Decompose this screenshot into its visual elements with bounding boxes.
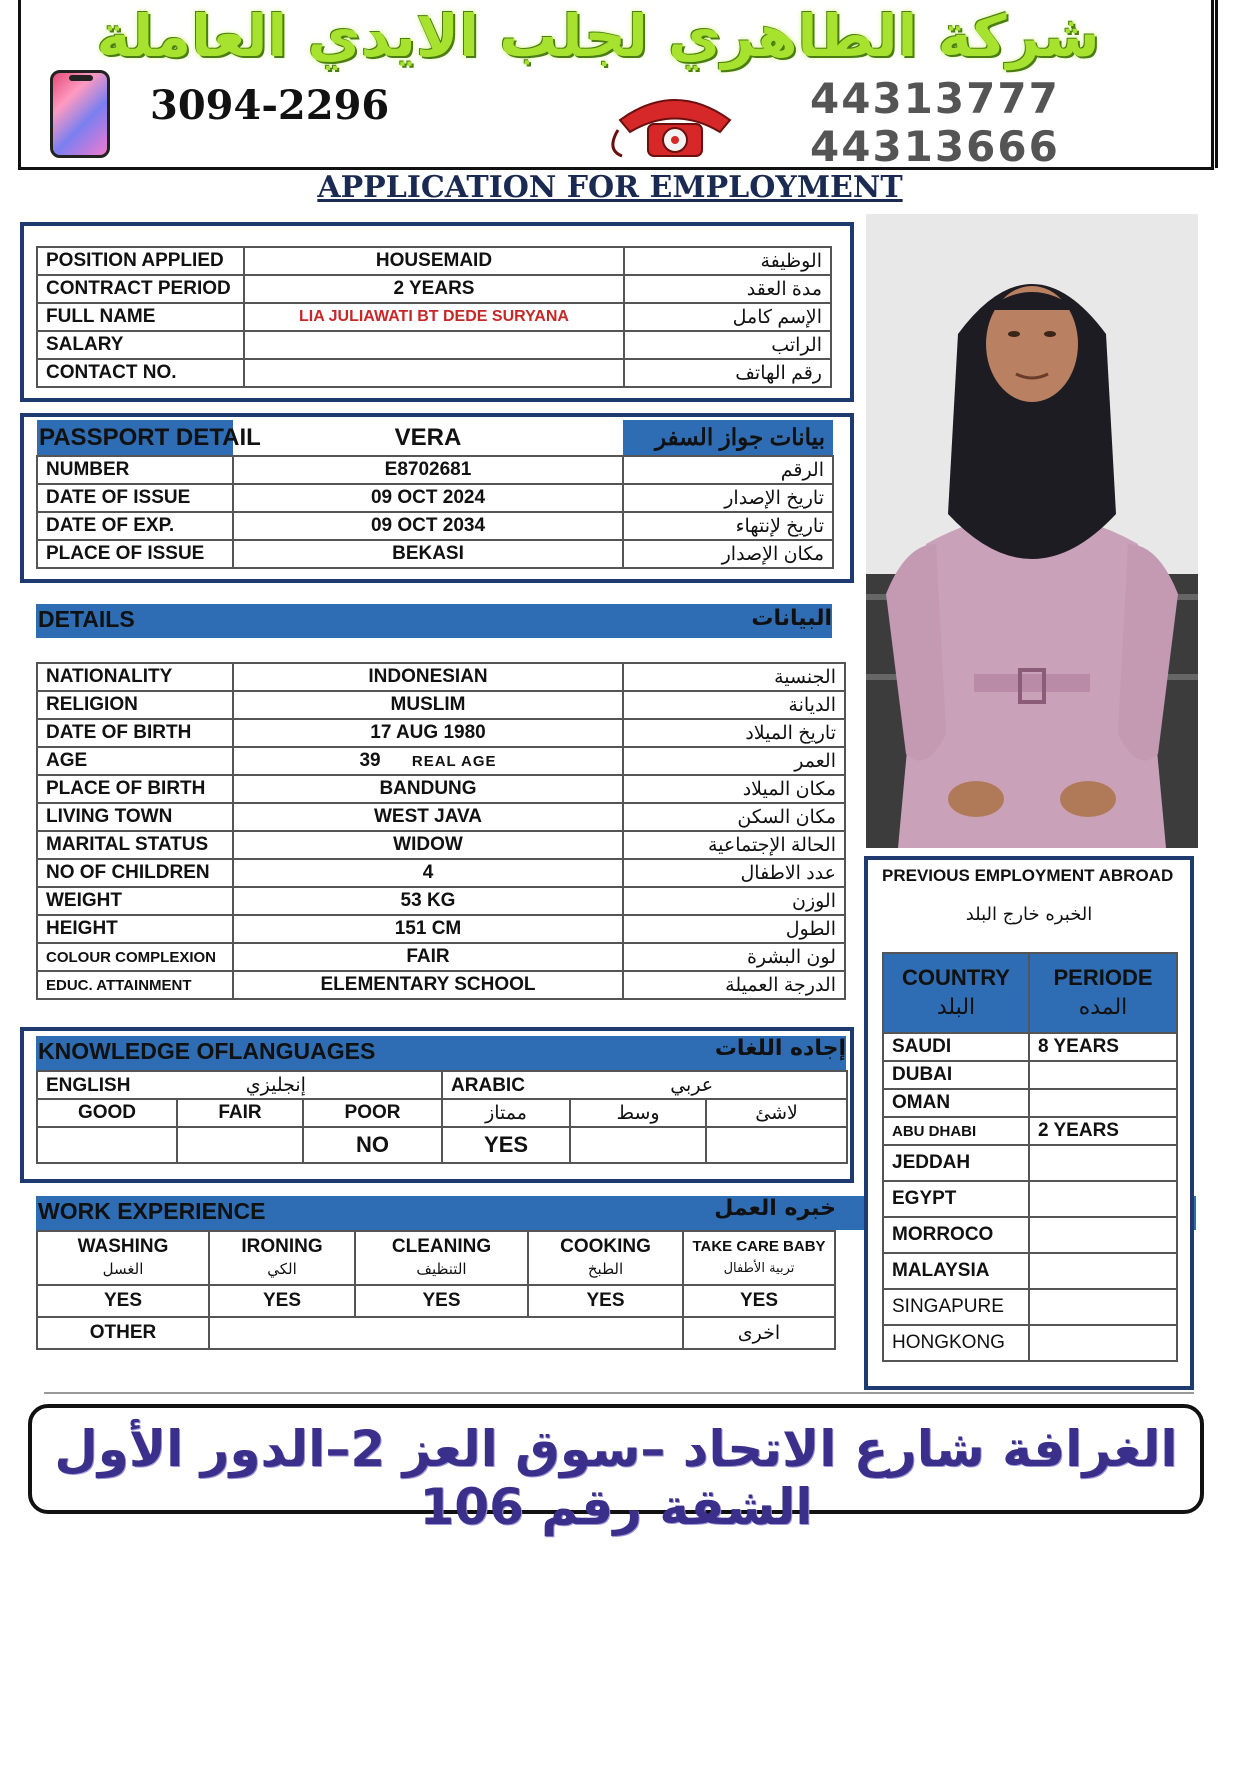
skill-label: COOKING: [560, 1236, 651, 1257]
field-label-ar: الجنسية: [623, 663, 845, 691]
field-label-ar: الديانة: [623, 691, 845, 719]
field-label: DATE OF BIRTH: [37, 719, 233, 747]
field-label: DATE OF ISSUE: [37, 484, 233, 512]
country-cell: SINGAPURE: [883, 1289, 1029, 1325]
field-label-ar: عدد الاطفال: [623, 859, 845, 887]
period-header-label: PERIODE: [1053, 965, 1153, 990]
field-label: POSITION APPLIED: [37, 247, 244, 275]
table-row: [37, 275, 831, 303]
period-header-label-ar: المده: [1078, 995, 1128, 1020]
previous-employment-heading-ar: الخبره خارج البلد: [965, 904, 1093, 925]
skill-value: YES: [209, 1285, 355, 1317]
table-row: [883, 1089, 1177, 1117]
skill-value: YES: [683, 1285, 835, 1317]
table-row: [37, 420, 833, 456]
period-cell: [1029, 1089, 1177, 1117]
field-value: 53 KG: [233, 887, 623, 915]
skill-label: WASHING: [77, 1236, 169, 1257]
table-row: [37, 943, 845, 971]
english-cell: [37, 1071, 442, 1099]
period-cell: [1029, 1253, 1177, 1289]
landline-number-2: 44313666: [810, 122, 1060, 171]
skill-value: YES: [528, 1285, 683, 1317]
table-row: [37, 1071, 847, 1099]
period-header: [1029, 953, 1177, 1033]
skill-header: [355, 1231, 528, 1285]
field-value: BEKASI: [233, 540, 623, 568]
footer-divider: [44, 1392, 1194, 1394]
passport-heading-ar: بيانات جواز السفر: [623, 420, 833, 456]
table-row: [37, 1231, 835, 1285]
country-cell: EGYPT: [883, 1181, 1029, 1217]
table-row: [883, 1217, 1177, 1253]
arabic-cell: [442, 1071, 847, 1099]
table-row: [37, 663, 845, 691]
field-label-ar: تاريخ الإصدار: [623, 484, 833, 512]
period-cell: [1029, 1325, 1177, 1361]
skill-header: [528, 1231, 683, 1285]
country-cell: JEDDAH: [883, 1145, 1029, 1181]
work-heading-ar: خبره العمل: [714, 1196, 836, 1221]
table-row: [37, 331, 831, 359]
field-label-ar: العمر: [623, 747, 845, 775]
table-row: [37, 303, 831, 331]
field-value: INDONESIAN: [233, 663, 623, 691]
table-row: [883, 1033, 1177, 1061]
country-header-label: COUNTRY: [902, 965, 1010, 990]
level-label: POOR: [303, 1099, 442, 1127]
table-row: [37, 803, 845, 831]
level-label: وسط: [570, 1099, 706, 1127]
field-label-ar: لون البشرة: [623, 943, 845, 971]
field-value: FAIR: [233, 943, 623, 971]
telephone-icon: [610, 90, 740, 160]
level-label: FAIR: [177, 1099, 303, 1127]
period-cell: [1029, 1181, 1177, 1217]
table-row: [883, 1181, 1177, 1217]
skill-label: CLEANING: [391, 1236, 492, 1257]
field-label: CONTACT NO.: [37, 359, 244, 387]
field-value: 151 CM: [233, 915, 623, 943]
arabic-label-ar: عربي: [670, 1073, 714, 1096]
field-label: COLOUR COMPLEXION: [37, 943, 233, 971]
table-row: [37, 719, 845, 747]
skill-label-ar: الكي: [267, 1260, 297, 1278]
field-value: WIDOW: [233, 831, 623, 859]
level-value: YES: [442, 1127, 570, 1163]
country-cell: ABU DHABI: [883, 1117, 1029, 1145]
field-value: [244, 359, 624, 387]
previous-employment-table: [882, 952, 1178, 1362]
country-cell: HONGKONG: [883, 1325, 1029, 1361]
english-label: ENGLISH: [46, 1074, 131, 1096]
level-value: [177, 1127, 303, 1163]
field-label: NATIONALITY: [37, 663, 233, 691]
skill-label-ar: التنظيف: [416, 1260, 467, 1278]
field-value: 09 OCT 2034: [233, 512, 623, 540]
field-label-ar: الإسم كامل: [624, 303, 831, 331]
field-label: EDUC. ATTAINMENT: [37, 971, 233, 999]
mobile-number: 3094-2296: [150, 82, 390, 129]
field-label-ar: تاريخ لإنتهاء: [623, 512, 833, 540]
field-label: CONTRACT PERIOD: [37, 275, 244, 303]
field-label: HEIGHT: [37, 915, 233, 943]
field-label-ar: الحالة الإجتماعية: [623, 831, 845, 859]
field-value: 2 YEARS: [244, 275, 624, 303]
field-label-ar: تاريخ الميلاد: [623, 719, 845, 747]
table-row: [37, 915, 845, 943]
table-row: [37, 540, 833, 568]
period-cell: [1029, 1061, 1177, 1089]
skill-label-ar: الطبخ: [587, 1260, 624, 1278]
skill-label-ar: الغسل: [102, 1260, 144, 1278]
skill-label: TAKE CARE BABY: [692, 1238, 826, 1255]
languages-table: [36, 1070, 848, 1164]
previous-employment-heading: PREVIOUS EMPLOYMENT ABROAD: [882, 866, 1174, 885]
level-value: [37, 1127, 177, 1163]
table-row: [37, 512, 833, 540]
skill-value: YES: [37, 1285, 209, 1317]
field-value: 09 OCT 2024: [233, 484, 623, 512]
field-label: NUMBER: [37, 456, 233, 484]
level-value: [706, 1127, 847, 1163]
landline-number-1: 44313777: [810, 74, 1060, 123]
field-value: 4: [233, 859, 623, 887]
level-label: GOOD: [37, 1099, 177, 1127]
level-label: لاشئ: [706, 1099, 847, 1127]
skill-label: IRONING: [241, 1236, 323, 1257]
field-label-ar: الوزن: [623, 887, 845, 915]
field-label: PLACE OF ISSUE: [37, 540, 233, 568]
position-table: [36, 246, 832, 388]
field-label: MARITAL STATUS: [37, 831, 233, 859]
field-label-ar: الطول: [623, 915, 845, 943]
passport-heading: PASSPORT DETAIL: [37, 420, 233, 456]
field-value: MUSLIM: [233, 691, 623, 719]
table-row: [883, 1117, 1177, 1145]
table-row: [883, 1145, 1177, 1181]
table-row: [37, 1099, 847, 1127]
skill-value: YES: [355, 1285, 528, 1317]
table-row: [37, 1317, 835, 1349]
skill-header: [37, 1231, 209, 1285]
table-row: [883, 1325, 1177, 1361]
company-name: شركة الطاهري لجلب الايدي العاملة: [96, 2, 1100, 70]
field-value: HOUSEMAID: [244, 247, 624, 275]
age-note: REAL AGE: [411, 753, 497, 770]
field-value: WEST JAVA: [233, 803, 623, 831]
field-value: ELEMENTARY SCHOOL: [233, 971, 623, 999]
skill-label-ar: تربية الأطفال: [723, 1261, 795, 1276]
field-label-ar: رقم الهاتف: [624, 359, 831, 387]
country-cell: MALAYSIA: [883, 1253, 1029, 1289]
table-row: [37, 971, 845, 999]
languages-heading: KNOWLEDGE OFLANGUAGES: [38, 1038, 376, 1064]
table-row: [883, 1253, 1177, 1289]
table-row: [37, 747, 845, 775]
details-header-bar: [36, 604, 832, 638]
field-label-ar: الوظيفة: [624, 247, 831, 275]
details-table: [36, 662, 846, 1000]
work-table: [36, 1230, 836, 1350]
other-label-ar: اخرى: [683, 1317, 835, 1349]
other-value: [209, 1317, 683, 1349]
table-row: [37, 484, 833, 512]
field-label: PLACE OF BIRTH: [37, 775, 233, 803]
table-row: [883, 1061, 1177, 1089]
mobile-phone-icon: [50, 70, 110, 158]
table-row: [883, 1289, 1177, 1325]
full-name-value: LIA JULIAWATI BT DEDE SURYANA: [244, 303, 624, 331]
field-label: LIVING TOWN: [37, 803, 233, 831]
passport-agency: VERA: [394, 423, 462, 451]
field-value: [244, 331, 624, 359]
country-cell: DUBAI: [883, 1061, 1029, 1089]
table-row: [37, 859, 845, 887]
form-title: APPLICATION FOR EMPLOYMENT: [317, 170, 903, 205]
field-label-ar: مكان الميلاد: [623, 775, 845, 803]
field-label: FULL NAME: [37, 303, 244, 331]
country-header-label-ar: البلد: [936, 995, 976, 1020]
level-value: NO: [303, 1127, 442, 1163]
field-label: NO OF CHILDREN: [37, 859, 233, 887]
table-row: [37, 456, 833, 484]
languages-heading-ar: إجاده اللغات: [714, 1036, 846, 1061]
english-label-ar: إنجليزي: [245, 1073, 306, 1096]
level-value: [570, 1127, 706, 1163]
field-label: WEIGHT: [37, 887, 233, 915]
country-cell: MORROCO: [883, 1217, 1029, 1253]
arabic-label: ARABIC: [451, 1074, 525, 1096]
table-row: [37, 691, 845, 719]
details-heading: DETAILS: [38, 606, 135, 632]
level-label: ممتاز: [442, 1099, 570, 1127]
office-address: الغرافة شارع الاتحاد –سوق العز 2–الدور الأول الشقة رقم 106: [54, 1420, 1178, 1536]
details-heading-ar: البيانات: [751, 606, 832, 631]
period-cell: 8 YEARS: [1029, 1033, 1177, 1061]
field-label-ar: مكان الإصدار: [623, 540, 833, 568]
field-value: BANDUNG: [233, 775, 623, 803]
table-row: [37, 775, 845, 803]
passport-table: [36, 420, 834, 569]
table-row: [37, 1127, 847, 1163]
period-cell: [1029, 1145, 1177, 1181]
field-label-ar: الدرجة العميلة: [623, 971, 845, 999]
skill-header: [209, 1231, 355, 1285]
field-label: RELIGION: [37, 691, 233, 719]
country-header: [883, 953, 1029, 1033]
other-label: OTHER: [37, 1317, 209, 1349]
age-cell: [233, 747, 623, 775]
field-label-ar: الراتب: [624, 331, 831, 359]
field-label: SALARY: [37, 331, 244, 359]
period-cell: 2 YEARS: [1029, 1117, 1177, 1145]
country-cell: SAUDI: [883, 1033, 1029, 1061]
field-value: 17 AUG 1980: [233, 719, 623, 747]
field-value: E8702681: [233, 456, 623, 484]
country-cell: OMAN: [883, 1089, 1029, 1117]
skill-header: [683, 1231, 835, 1285]
field-label-ar: مكان السكن: [623, 803, 845, 831]
field-label-ar: مدة العقد: [624, 275, 831, 303]
period-cell: [1029, 1289, 1177, 1325]
field-label: AGE: [37, 747, 233, 775]
applicant-photo: [866, 214, 1198, 848]
table-row: [37, 831, 845, 859]
age-value: 39: [359, 750, 381, 771]
field-label-ar: الرقم: [623, 456, 833, 484]
table-row: [37, 887, 845, 915]
table-row: [883, 953, 1177, 1033]
table-row: [37, 247, 831, 275]
table-row: [37, 1285, 835, 1317]
field-label: DATE OF EXP.: [37, 512, 233, 540]
table-row: [37, 359, 831, 387]
work-heading: WORK EXPERIENCE: [38, 1198, 266, 1224]
period-cell: [1029, 1217, 1177, 1253]
